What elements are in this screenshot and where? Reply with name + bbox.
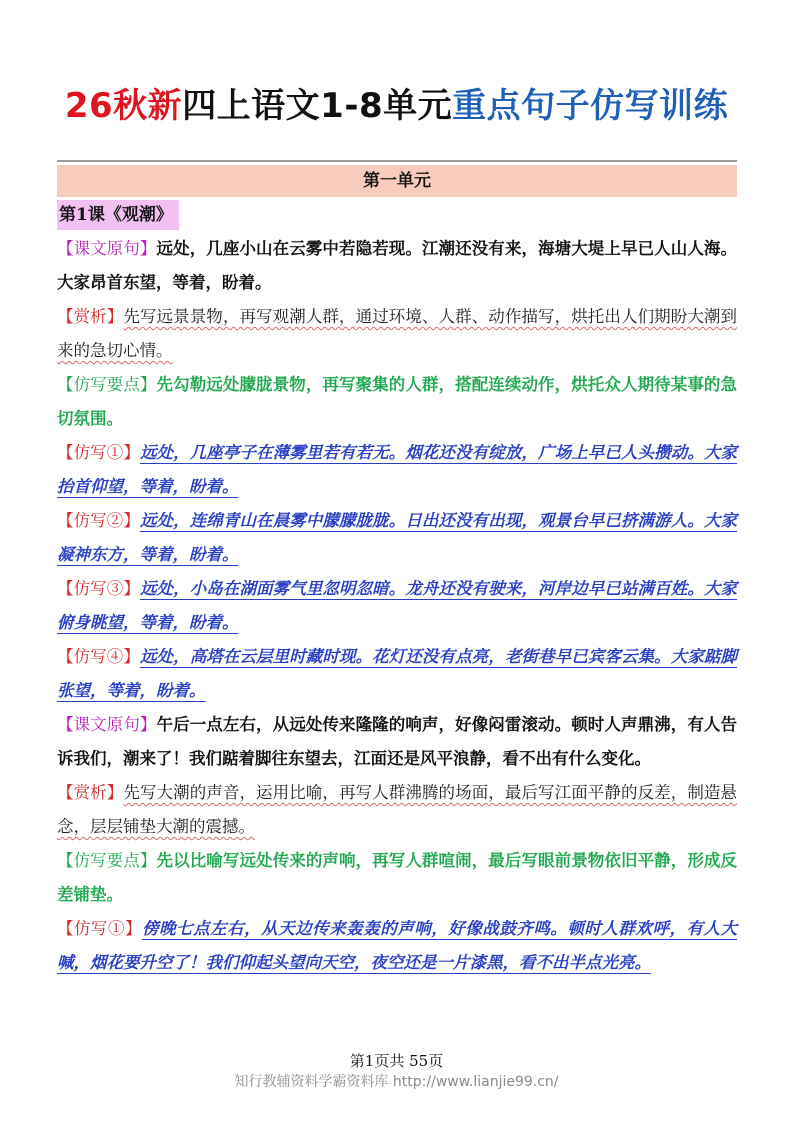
imitation-example: [57, 436, 737, 504]
paragraph-label: 【仿写③】: [57, 579, 140, 598]
lesson-heading: 第1课《观潮》: [57, 200, 179, 230]
title-prefix: 26秋新: [64, 86, 183, 126]
title-suffix: 重点句子仿写训练: [452, 86, 729, 126]
paragraph-label: 【仿写④】: [57, 647, 140, 666]
title-divider: [57, 160, 737, 162]
original-sentence: [57, 232, 737, 300]
imitation-key-points: [57, 844, 737, 912]
page-number: 第1页共 55页: [349, 1052, 444, 1070]
original-sentence: [57, 708, 737, 776]
imitation-example: [57, 572, 737, 640]
site-credit: 知行教辅资料学霸资料库 http://www.lianjie99.cn/: [234, 1074, 559, 1090]
paragraph-label: 【课文原句】: [57, 239, 157, 258]
paragraph-label: 【仿写①】: [57, 443, 140, 462]
title-middle: 四上语文1-8单元: [182, 86, 453, 126]
paragraph-text: 先写远景景物，再写观潮人群，通过环境、人群、动作描写，烘托出人们期盼大潮到来的急切心情。: [57, 307, 738, 360]
paragraph-label: 【课文原句】: [57, 715, 157, 734]
paragraph-label: 【赏析】: [57, 783, 124, 802]
paragraph-text: 远处，几座亭子在薄雾里若有若无。烟花还没有绽放，广场上早已人头攒动。大家抬首仰望，等着，盼着。: [57, 443, 737, 496]
paragraph-text: 傍晚七点左右，从天边传来轰轰的声响，好像战鼓齐鸣。顿时人群欢呼，有人大喊，烟花要升空了！我们仰起头望向天空，夜空还是一片漆黑，看不出半点光亮。: [57, 919, 738, 972]
unit-heading: 第一单元: [57, 165, 737, 197]
lesson-content: [57, 232, 737, 980]
paragraph-label: 【赏析】: [57, 307, 124, 326]
paragraph-text: 远处，小岛在湖面雾气里忽明忽暗。龙舟还没有驶来，河岸边早已站满百姓。大家俯身眺望，等着，盼着。: [57, 579, 737, 632]
paragraph-text: 先写大潮的声音，运用比喻，再写人群沸腾的场面，最后写江面平静的反差，制造悬念，层层铺垫大潮的震撼。: [57, 783, 738, 836]
paragraph-text: 远处，高塔在云层里时藏时现。花灯还没有点亮，老街巷早已宾客云集。大家踮脚张望，等着，盼着。: [57, 647, 737, 700]
paragraph-text: 午后一点左右，从远处传来隆隆的响声，好像闷雷滚动。顿时人声鼎沸，有人告诉我们，潮来了！我们踮着脚往东望去，江面还是风平浪静，看不出有什么变化。: [57, 715, 738, 768]
paragraph-label: 【仿写要点】: [57, 851, 157, 870]
imitation-example: [57, 912, 737, 980]
paragraph-text: 远处，连绵青山在晨雾中朦朦胧胧。日出还没有出现，观景台早已挤满游人。大家凝神东方，等着，盼着。: [57, 511, 737, 564]
imitation-example: [57, 640, 737, 708]
imitation-example: [57, 504, 737, 572]
page-title: [0, 78, 793, 127]
paragraph-label: 【仿写①】: [57, 919, 143, 938]
analysis: [57, 776, 737, 844]
analysis: [57, 300, 737, 368]
paragraph-text: 先勾勒远处朦胧景物，再写聚集的人群，搭配连续动作，烘托众人期待某事的急切氛围。: [57, 375, 738, 428]
imitation-key-points: [57, 368, 737, 436]
paragraph-text: 先以比喻写远处传来的声响，再写人群喧闹，最后写眼前景物依旧平静，形成反差铺垫。: [57, 851, 738, 904]
paragraph-label: 【仿写②】: [57, 511, 140, 530]
paragraph-text: 远处，几座小山在云雾中若隐若现。江潮还没有来，海塘大堤上早已人山人海。大家昂首东望，等着，盼着。: [57, 239, 738, 292]
paragraph-label: 【仿写要点】: [57, 375, 157, 394]
